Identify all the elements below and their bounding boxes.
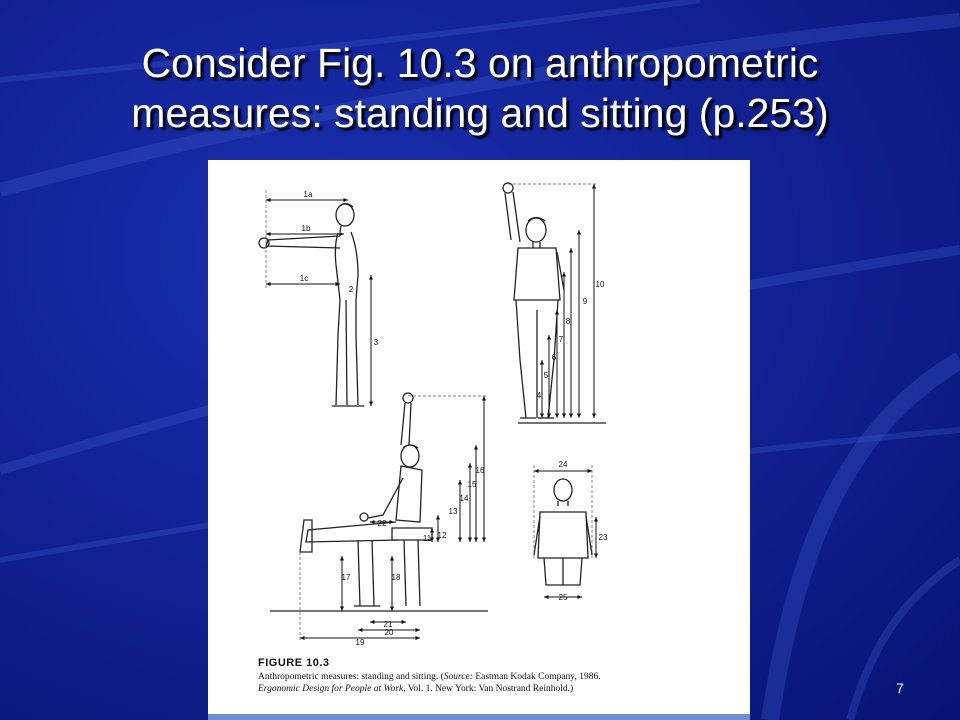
label-3: 3 [373,338,379,347]
caption-line-1: Anthropometric measures: standing and sitting. (Source: Eastman Kodak Company, 1986. [258,672,601,682]
panel-bottom-strip [208,714,750,720]
label-7: 7 [558,335,564,344]
figure-panel [208,160,750,720]
label-1b: 1b [301,224,311,233]
label-18: 18 [391,573,401,582]
label-21: 21 [383,620,393,629]
label-10: 10 [595,280,605,289]
label-19: 19 [355,638,365,647]
standing-front-figure [503,183,564,418]
label-1a: 1a [303,190,313,199]
label-4: 4 [536,391,542,400]
label-16: 16 [475,466,485,475]
slide-number: 7 [896,680,904,696]
label-25: 25 [558,593,568,602]
label-24: 24 [558,460,568,469]
label-13: 13 [448,507,458,516]
label-2: 2 [348,285,354,294]
seated-side-figure [300,393,432,606]
label-23: 23 [598,533,608,542]
label-8: 8 [565,317,571,326]
dimension-labels [300,190,608,647]
label-11: 11 [422,534,432,543]
seated-back-figure [534,479,592,585]
label-15: 15 [467,480,477,489]
figure-label: FIGURE 10.3 [258,657,330,669]
label-1c: 1c [299,274,309,283]
slide-title [0,38,960,138]
label-5: 5 [543,371,549,380]
label-17: 17 [341,573,351,582]
title-line-1: Consider Fig. 10.3 on anthropometric [141,40,819,86]
title-line-2: measures: standing and sitting (p.253) [131,90,829,136]
label-12: 12 [437,531,447,540]
dimension-lines [266,184,596,638]
caption-line-2: Ergonomic Design for People at Work, Vol. 1. New York: Van Nostrand Reinhold.) [258,684,574,694]
label-22: 22 [377,519,387,528]
label-6: 6 [551,353,557,362]
figure-caption [258,657,738,695]
anthropometric-figure [208,160,750,660]
label-20: 20 [384,628,394,637]
label-9: 9 [582,297,588,306]
label-14: 14 [459,494,469,503]
